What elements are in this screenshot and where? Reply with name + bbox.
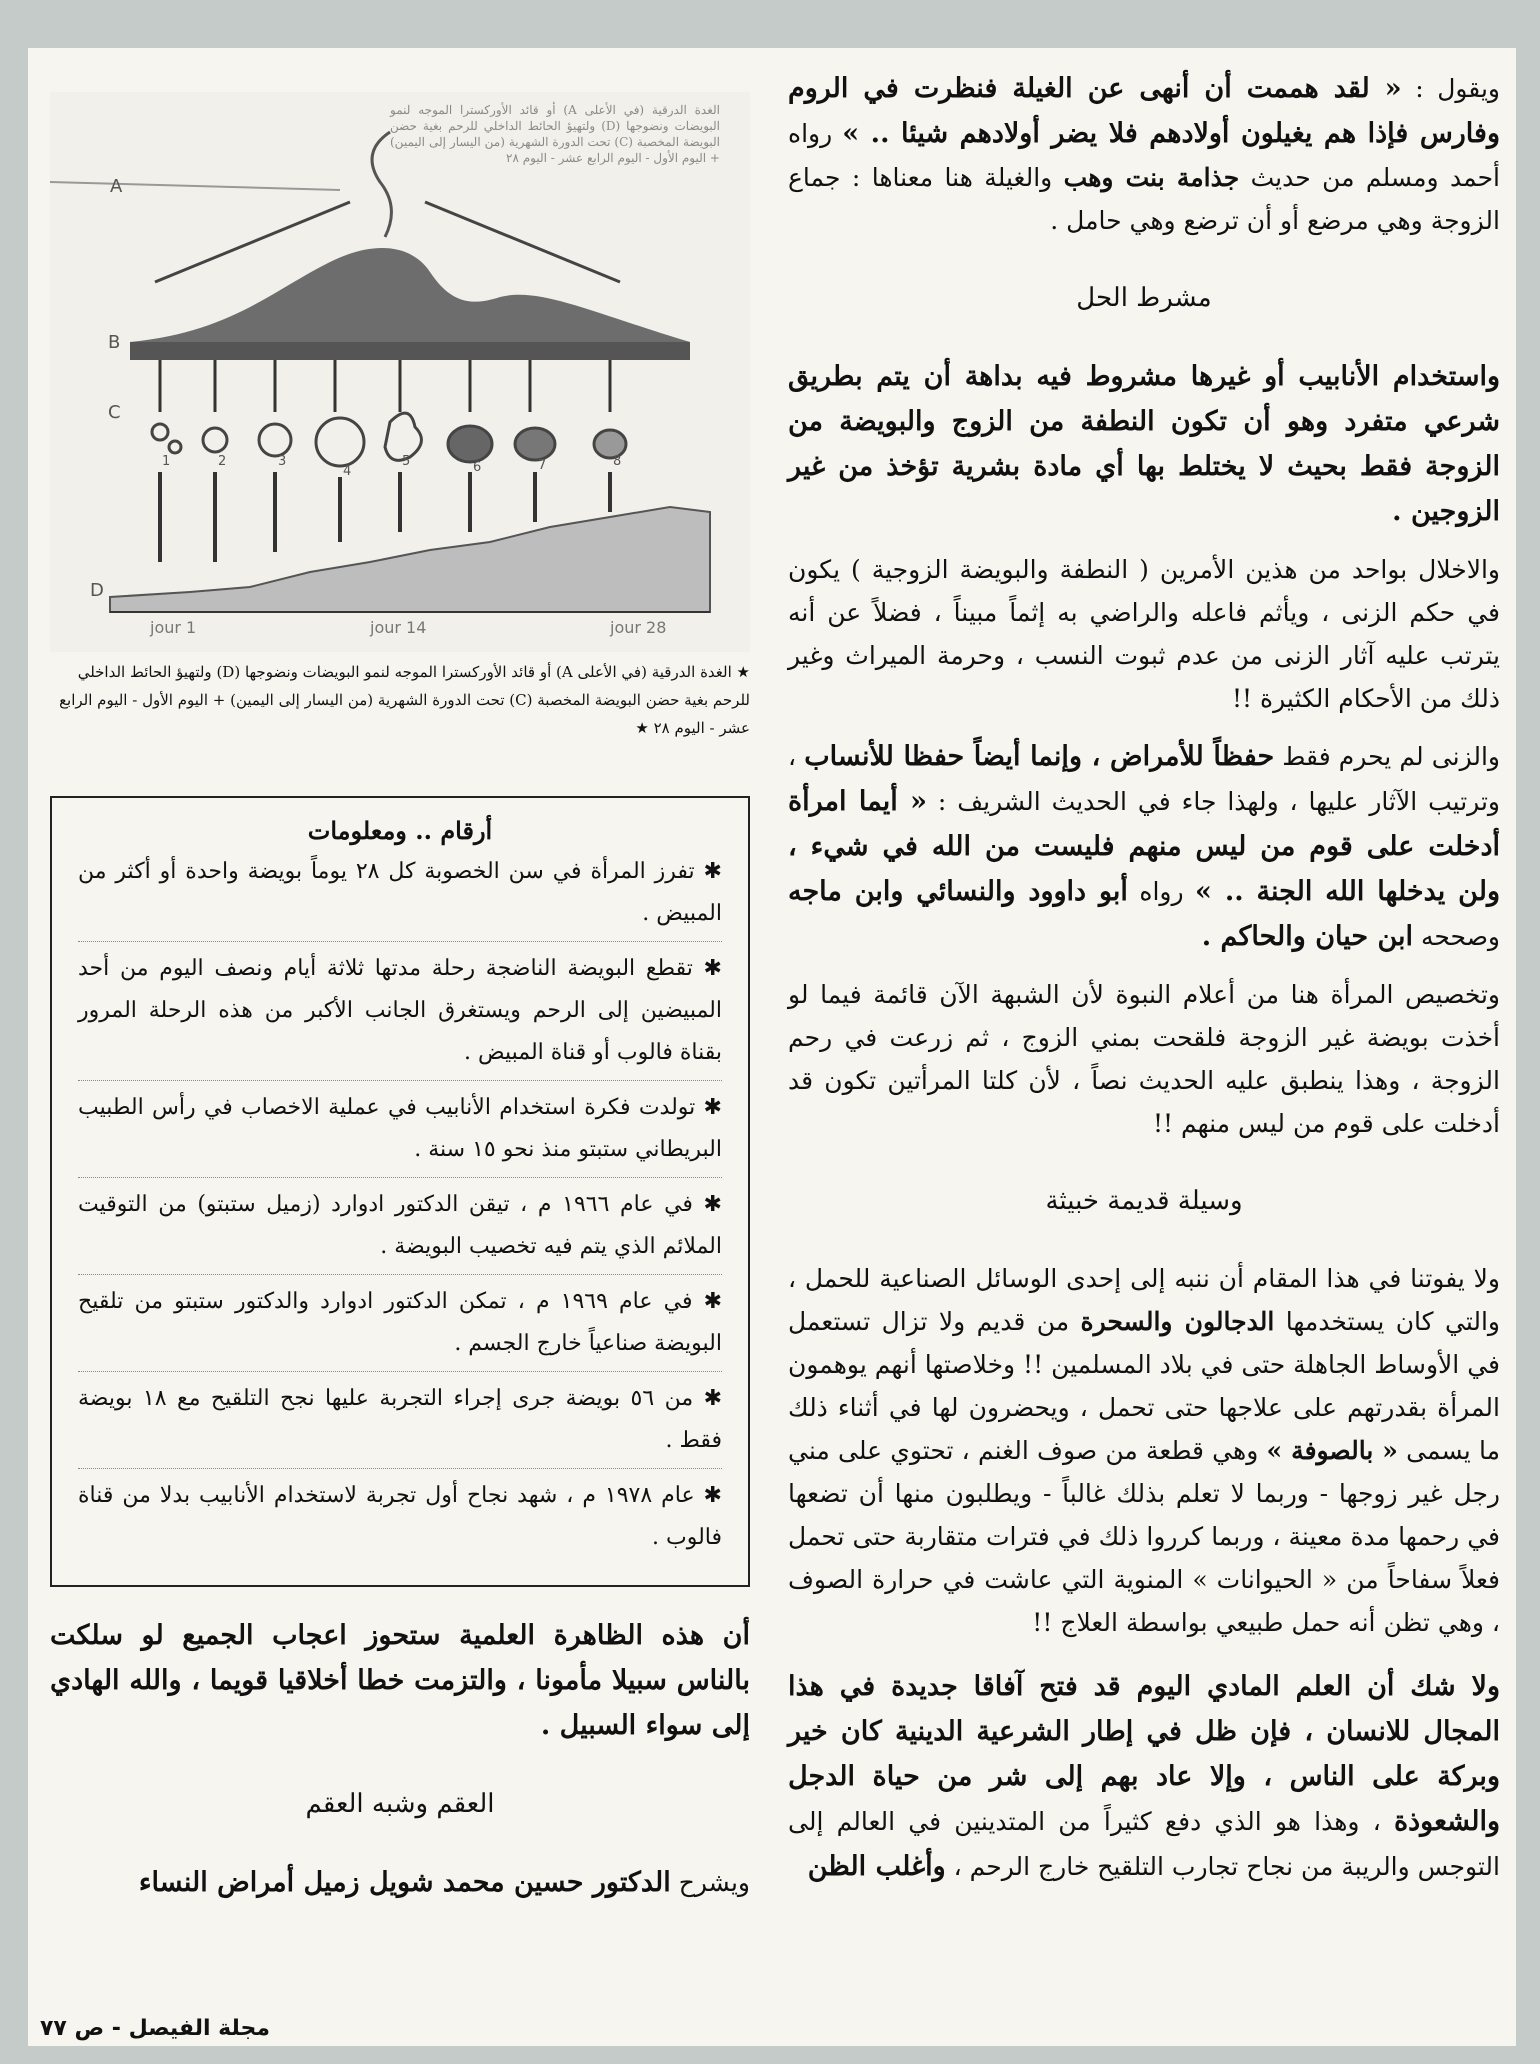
hadith-quote: « لقد هممت أن أنهى عن الغيلة فنظرت في الروم وفارس فإذا هم يغيلون أولادهم فلا يضر أولادهم شيئا .. » (788, 73, 1500, 149)
hormone-base (130, 342, 690, 360)
diagram-illustration (50, 92, 750, 652)
day-label: 14 jour (370, 618, 427, 637)
narrator-name: جذامة بنت وهب (1063, 163, 1240, 192)
menstrual-cycle-diagram (50, 92, 750, 652)
fact-item: ✱ تفرز المرأة في سن الخصوبة كل ٢٨ يوماً بويضة واحدة أو أكثر من المبيض . (78, 851, 722, 942)
left-column (50, 66, 750, 1919)
paragraph-lineage: والزنى لم يحرم فقط حفظاً للأمراض ، وإنما أيضاً حفظا للأنساب ، وترتيب الآثار عليها ، ولهذا جاء في الحديث الشريف : « أيما امرأة أدخلت على قوم من ليس منهم فليست من الله في شيء ، ولن يدخلها الله الجنة .. » رواه أبو داوود والنسائي وابن ماجه وصححه ابن حيان والحاكم . (788, 741, 1501, 952)
narration-text: رواه أحمد ومسلم من حديث (788, 119, 1501, 192)
magazine-page (28, 48, 1516, 2046)
figure-caption: ★ الغدة الدرقية (في الأعلى A) أو قائد الأوركسترا الموجه لنمو البويضات ونضوجها (D) ولتهيؤ الحائط الداخلي للرحم بغية حضن البويضة المخصبة (C) تحت الدورة الشهرية (من اليسار إلى اليمين) + اليوم الأول - اليوم الرابع عشر - اليوم ٢٨ ★ (59, 663, 750, 737)
page-footer: مجلة الفيصل - ص ٧٧ (40, 2016, 270, 2041)
stage-number: 6 (473, 460, 482, 475)
gland-shape (372, 132, 391, 237)
stage-number: 7 (538, 458, 547, 473)
facts-box (50, 796, 750, 1587)
label-d: D (90, 580, 104, 601)
day-label: 28 jour (610, 618, 667, 637)
stage-number: 8 (613, 454, 622, 469)
paragraph-conclusion: أن هذه الظاهرة العلمية ستحوز اعجاب الجميع لو سلكت بالناس سبيلا مأمونا ، والتزمت خطا أخلاقيا قويما ، والله الهادي إلى سواء السبيل . (50, 1620, 750, 1741)
right-column (788, 66, 1500, 1903)
paragraph-prophecy: وتخصيص المرأة هنا من أعلام النبوة لأن الشبهة الآن قائمة فيما لو أخذت بويضة غير الزوجة فلقحت بمني الزوج ، ثم زرعت في رحم الزوجة ، وهذا ينطبق عليه الحديث نصاً ، لأن كلتا المرأتين تكون قد أدخلت على قوم من ليس منهم !! (788, 980, 1500, 1138)
hadith-quote: « أيما امرأة أدخلت على قوم من ليس منهم فليست من الله في شيء ، ولن يدخلها الله الجنة .. » (788, 786, 1500, 907)
stage-number: 3 (278, 454, 287, 469)
intro-text: ويقول : (1401, 74, 1500, 103)
paragraph-doctor: ويشرح الدكتور حسين محمد شويل زميل أمراض النساء (138, 1867, 750, 1898)
fact-item: ✱ عام ١٩٧٨ م ، شهد نجاح أول تجربة لاستخدام الأنابيب بدلا من قناة فالوب . (78, 1483, 722, 1550)
section-heading-old-method: وسيلة قديمة خبيثة (1045, 1186, 1243, 1216)
uterine-wall (110, 507, 710, 612)
hormone-curve (130, 248, 690, 342)
fact-item: ✱ من ٥٦ بويضة جرى إجراء التجربة عليها نجح التلقيح مع ١٨ بويضة فقط . (78, 1378, 722, 1469)
paragraph-wool-method: ولا يفوتنا في هذا المقام أن ننبه إلى إحدى الوسائل الصناعية للحمل ، والتي كان يستخدمها الدجالون والسحرة من قديم ولا تزال تستعمل في الأوساط الجاهلة حتى في بلاد المسلمين !! وخلاصتها أنهم يوهمون المرأة بقدرتهم على علاجها حتى تحمل ، ويحضرون لها في أثناء ذلك ما يسمى « بالصوفة » وهي قطعة من صوف الغنم ، تحتوي على مني رجل غير زوجها - وربما لا تعلم بذلك غالباً - ويطلبون منها أن تضعها في رحمها مدة معينة ، وربما كرروا ذلك في فترات متقاربة حتى تحمل فعلاً سفاحاً من « الحيوانات » المنوية التي عاشت في حرارة الصوف ، وهي تظن أنه حمل طبيعي بواسطة العلاج !! (788, 1264, 1500, 1637)
paragraph-science: ولا شك أن العلم المادي اليوم قد فتح آفاقا جديدة في هذا المجال للانسان ، فإن ظل في إطار الشرعية الدينية كان خير وبركة على الناس ، وإلا عاد بهم إلى شر من حياة الدجل والشعوذة ، وهذا هو الذي دفع كثيراً من المتدينين في العالم إلى التوجس والريبة من نجاح تجارب التلقيح خارج الرحم ، وأغلب الظن (788, 1671, 1500, 1882)
arrow-right (425, 202, 620, 282)
paragraph-condition: واستخدام الأنابيب أو غيرها مشروط فيه بداهة أن يتم بطريق شرعي متفرد وهو أن تكون النطفة من الزوج والبويضة من الزوجة فقط بحيث لا يختلط بها أي مادة بشرية تؤخذ من غير الزوجين . (788, 361, 1500, 527)
label-c: C (108, 402, 121, 423)
paragraph-violation: والاخلال بواحد من هذين الأمرين ( النطفة والبويضة الزوجية ) يكون في حكم الزنى ، ويأثم فاعله والراضي به إثماً مبيناً ، فضلاً عن أنه يترتب عليه آثار الزنى من عدم ثبوت النسب ، وحرمة الميراث وغير ذلك من الأحكام الكثيرة !! (788, 555, 1500, 713)
stage-number: 2 (218, 454, 227, 469)
fact-item: ✱ في عام ١٩٦٦ م ، تيقن الدكتور ادوارد (زميل ستبتو) من التوقيت الملائم الذي يتم فيه تخصيب البويضة . (78, 1184, 722, 1275)
fact-item: ✱ تولدت فكرة استخدام الأنابيب في عملية الاخصاب في رأس الطبيب البريطاني ستبتو منذ نحو ١٥ سنة . (78, 1087, 722, 1178)
section-heading-sterility: العقم وشبه العقم (305, 1789, 495, 1819)
hormone-arrows (160, 360, 610, 412)
paragraph-hadith-ghila (788, 66, 1500, 242)
stage-number: 4 (343, 464, 352, 479)
fact-item: ✱ في عام ١٩٦٩ م ، تمكن الدكتور ادوارد والدكتور ستبتو من تلقيح البويضة صناعياً خارج الجسم . (78, 1281, 722, 1372)
definition-text: والغيلة هنا معناها : جماع الزوجة وهي مرضع أو أن ترضع وهي حامل . (788, 163, 1500, 235)
stage-number: 5 (402, 454, 411, 469)
section-heading-condition: مشرط الحل (1076, 283, 1212, 313)
label-b: B (108, 332, 121, 353)
stage-number: 1 (162, 454, 171, 469)
fact-item: ✱ تقطع البويضة الناضجة رحلة مدتها ثلاثة أيام ونصف اليوم من أحد المبيضين إلى الرحم ويستغرق الجانب الأكبر من هذه الرحلة المرور بقناة فالوب أو قناة المبيض . (78, 948, 722, 1081)
figure-note: الغدة الدرقية (في الأعلى A) أو قائد الأوركسترا الموجه لنمو البويضات ونضوجها (D) ولتهيؤ الحائط الداخلي للرحم بغية حضن البويضة المخصبة (C) تحت الدورة الشهرية (من اليسار إلى اليمين) + اليوم الأول - اليوم الرابع عشر - اليوم ٢٨ (390, 103, 720, 165)
label-a: A (110, 176, 123, 197)
facts-box-title: أرقام .. ومعلومات (307, 816, 493, 845)
day-label: 1 jour (150, 618, 197, 637)
